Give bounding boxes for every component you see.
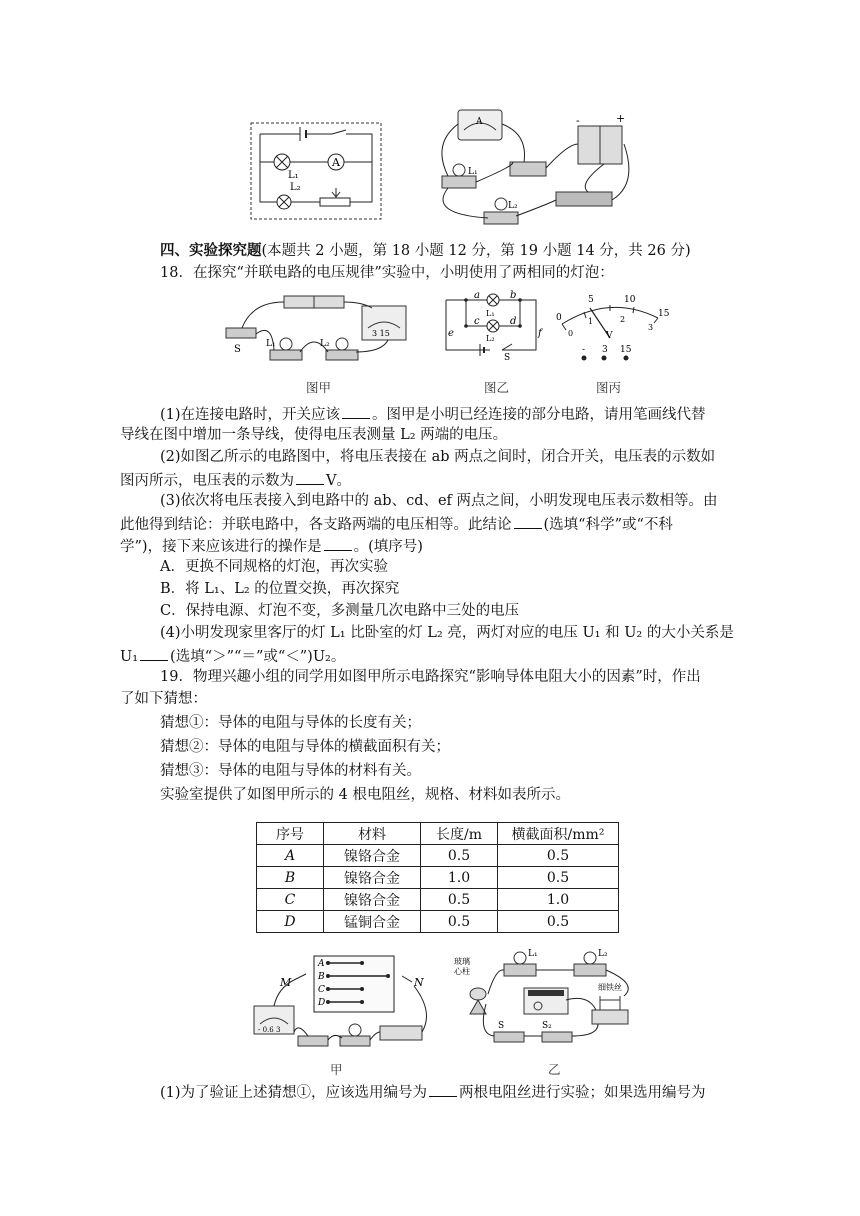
- table-cell: A: [257, 845, 324, 867]
- q18-caption-jia: 图甲: [306, 380, 332, 395]
- table-cell: 镍铬合金: [324, 845, 421, 867]
- q18-option-b: B．将 L₁、L₂ 的位置交换，再次探究: [160, 581, 400, 597]
- jia-wire-c: C: [318, 985, 325, 995]
- bing-zero: 0: [556, 313, 562, 323]
- table-header-row: [257, 823, 619, 845]
- yi-iron: 细铁丝: [598, 983, 622, 992]
- q18-p4-c: (选填“＞”“＝”或“＜”)U₂。: [170, 649, 346, 665]
- jia-meter-marks: 3 15: [372, 329, 390, 338]
- q19-stem-b: 了如下猜想：: [120, 691, 207, 707]
- table-row: [257, 911, 619, 933]
- yi-s: S: [504, 353, 511, 362]
- yi-core: 心柱: [454, 967, 470, 976]
- q18-p2-line2: [120, 468, 351, 492]
- bing-inner-2: 2: [620, 315, 626, 324]
- table-cell: 0.5: [421, 911, 498, 933]
- q18-p4-line2: [120, 644, 345, 668]
- q19-guess-2: 猜想②：导体的电阻与导体的横截面积有关；: [160, 739, 450, 755]
- q18-p2-a: (2)如图乙所示的电路图中，将电压表接在 ab 两点之间时，闭合开关，电压表的示数如: [160, 449, 716, 465]
- section-note: (本题共 2 小题，第 18 小题 12 分，第 19 小题 14 分，共 26 分): [261, 243, 691, 259]
- q18-p1-c: 导线在图中增加一条导线，使得电压表测量 L₂ 两端的电压。: [120, 427, 508, 443]
- q18-p1-a: (1)在连接电路时，开关应该: [160, 407, 341, 423]
- jia-switch-label: S: [234, 344, 241, 355]
- q18-option-a: A．更换不同规格的灯泡，再次实验: [160, 559, 388, 575]
- bing-terminal-minus: -: [582, 345, 586, 355]
- table-row: [257, 845, 619, 867]
- yi-s2: S₂: [542, 1021, 552, 1031]
- jia-l1: L₁: [266, 339, 276, 349]
- table-cell: 0.5: [421, 889, 498, 911]
- jia-m: M: [280, 976, 292, 989]
- q18-p3-a: (3)依次将电压表接入到电路中的 ab、cd、ef 两点之间，小明发现电压表示数相等。由: [160, 493, 718, 509]
- table-cell: B: [257, 867, 324, 889]
- q18-p2-c: V。: [326, 473, 351, 489]
- q18-stem: 18．在探究“并联电路的电压规律”实验中，小明使用了两相同的灯泡：: [160, 265, 614, 281]
- table-cell: C: [257, 889, 324, 911]
- q18-figure-bing: [554, 290, 674, 362]
- q18-p1-line1: [160, 402, 706, 426]
- jia-wire-d: D: [318, 998, 326, 1008]
- jia-wire-b: B: [318, 972, 325, 982]
- q18-p3-line3: [120, 534, 423, 558]
- table-cell: 锰铜合金: [324, 911, 421, 933]
- q18-answer-blank-3[interactable]: [514, 512, 542, 529]
- table-cell: 0.5: [498, 867, 619, 889]
- top-schematic-figure: [250, 122, 382, 220]
- q19-lab-text: 实验室提供了如图甲所示的 4 根电阻丝，规格、材料如表所示。: [160, 787, 570, 803]
- q18-p3-d: 学”)，接下来应该进行的操作是: [120, 539, 322, 555]
- q18-answer-blank-4[interactable]: [324, 534, 352, 551]
- q18-p3-c: (选填“科学”或“不科: [543, 517, 673, 533]
- photo-plus: +: [616, 112, 626, 125]
- q19-p1-b: 两根电阻丝进行实验；如果选用编号为: [459, 1085, 706, 1101]
- bing-inner-3: 3: [648, 323, 654, 332]
- yi-a: a: [474, 290, 480, 301]
- jia-meter-marks: - 0.6 3: [258, 1026, 281, 1034]
- q19-p1-line: [160, 1080, 706, 1104]
- yi-s: S: [498, 1021, 505, 1031]
- q18-p3-line2: [120, 512, 673, 536]
- q19-caption-jia: 甲: [330, 1062, 343, 1077]
- table-row: [257, 867, 619, 889]
- yi-glass: 玻璃: [454, 957, 470, 966]
- table-cell: 0.5: [498, 845, 619, 867]
- section-heading: [160, 240, 691, 262]
- jia-wire-a: A: [318, 959, 325, 969]
- q18-option-c: C．保持电源、灯泡不变，多测量几次电路中三处的电压: [160, 603, 520, 619]
- yi-l1: L₁: [528, 949, 538, 959]
- section-title: 四、实验探究题: [160, 242, 262, 259]
- yi-l2: L₂: [598, 949, 608, 959]
- resistance-wire-table: [256, 822, 619, 933]
- q18-p4-a: (4)小明发现家里客厅的灯 L₁ 比卧室的灯 L₂ 亮，两灯对应的电压 U₁ 和 U₂ 的大小关系是: [160, 625, 734, 641]
- table-header: 材料: [324, 823, 421, 845]
- bing-unit: V: [606, 331, 613, 341]
- bing-scale-top-1: 10: [624, 295, 636, 305]
- q19-guess-1: 猜想①：导体的电阻与导体的长度有关；: [160, 715, 421, 731]
- q18-caption-bing: 图丙: [596, 380, 622, 395]
- q18-answer-blank-2[interactable]: [296, 468, 324, 485]
- q18-p2-b: 图丙所示，电压表的示数为: [120, 473, 294, 489]
- table-cell: 0.5: [498, 911, 619, 933]
- top-photo-circuit: [428, 104, 638, 230]
- jia-n: N: [414, 976, 424, 989]
- bing-scale-end: 15: [658, 309, 670, 319]
- photo-minus: -: [576, 114, 580, 127]
- table-cell: 镍铬合金: [324, 889, 421, 911]
- schematic-ammeter-label: A: [332, 156, 340, 169]
- bing-terminal-15: 15: [620, 345, 632, 355]
- photo-l2: L₂: [508, 201, 518, 211]
- yi-c: c: [474, 316, 480, 327]
- q18-answer-blank-5[interactable]: [140, 644, 168, 661]
- q18-p1-b: 。图甲是小明已经连接的部分电路，请用笔画线代替: [372, 407, 706, 423]
- photo-ammeter-label: A: [476, 117, 483, 127]
- jia-l2: L₂: [320, 339, 330, 349]
- yi-d: d: [510, 316, 517, 327]
- table-cell: 镍铬合金: [324, 867, 421, 889]
- schematic-l2-label: L₂: [290, 182, 301, 193]
- q19-guess-3: 猜想③：导体的电阻与导体的材料有关。: [160, 763, 421, 779]
- table-cell: D: [257, 911, 324, 933]
- table-row: [257, 889, 619, 911]
- yi-l1: L₁: [486, 309, 495, 318]
- q18-answer-blank-1[interactable]: [342, 402, 370, 419]
- q18-p4-b: U₁: [120, 649, 139, 665]
- q18-figure-yi: [440, 290, 550, 362]
- photo-l1: L₁: [468, 167, 478, 177]
- q18-caption-yi: 图乙: [484, 380, 510, 395]
- table-cell: 0.5: [421, 845, 498, 867]
- yi-l2: L₂: [486, 334, 495, 343]
- bing-inner-0: 0: [568, 329, 574, 338]
- q18-p3-b: 此他得到结论：并联电路中，各支路两端的电压相等。此结论: [120, 517, 512, 533]
- q18-p3-e: 。(填序号): [353, 539, 423, 555]
- q19-caption-yi: 乙: [548, 1062, 561, 1077]
- table-header: 横截面积/mm²: [498, 823, 619, 845]
- schematic-l1-label: L₁: [288, 170, 299, 181]
- bing-inner-1: 1: [588, 317, 594, 326]
- table-header: 长度/m: [421, 823, 498, 845]
- q19-answer-blank-1[interactable]: [429, 1080, 457, 1097]
- yi-b: b: [510, 290, 517, 301]
- q18-figure-jia: [222, 292, 410, 364]
- q19-figure-yi: [448, 944, 638, 1054]
- table-cell: 1.0: [498, 889, 619, 911]
- q19-p1-a: (1)为了验证上述猜想①，应该选用编号为: [160, 1085, 428, 1101]
- yi-f: f: [538, 328, 542, 339]
- table-cell: 1.0: [421, 867, 498, 889]
- q19-figure-jia: [248, 952, 434, 1054]
- bing-scale-top-0: 5: [588, 295, 594, 305]
- q19-stem-a: 19．物理兴趣小组的同学用如图甲所示电路探究“影响导体电阻大小的因素”时，作出: [160, 669, 701, 685]
- yi-e: e: [448, 328, 454, 339]
- bing-terminal-3: 3: [602, 345, 608, 355]
- table-header: 序号: [257, 823, 324, 845]
